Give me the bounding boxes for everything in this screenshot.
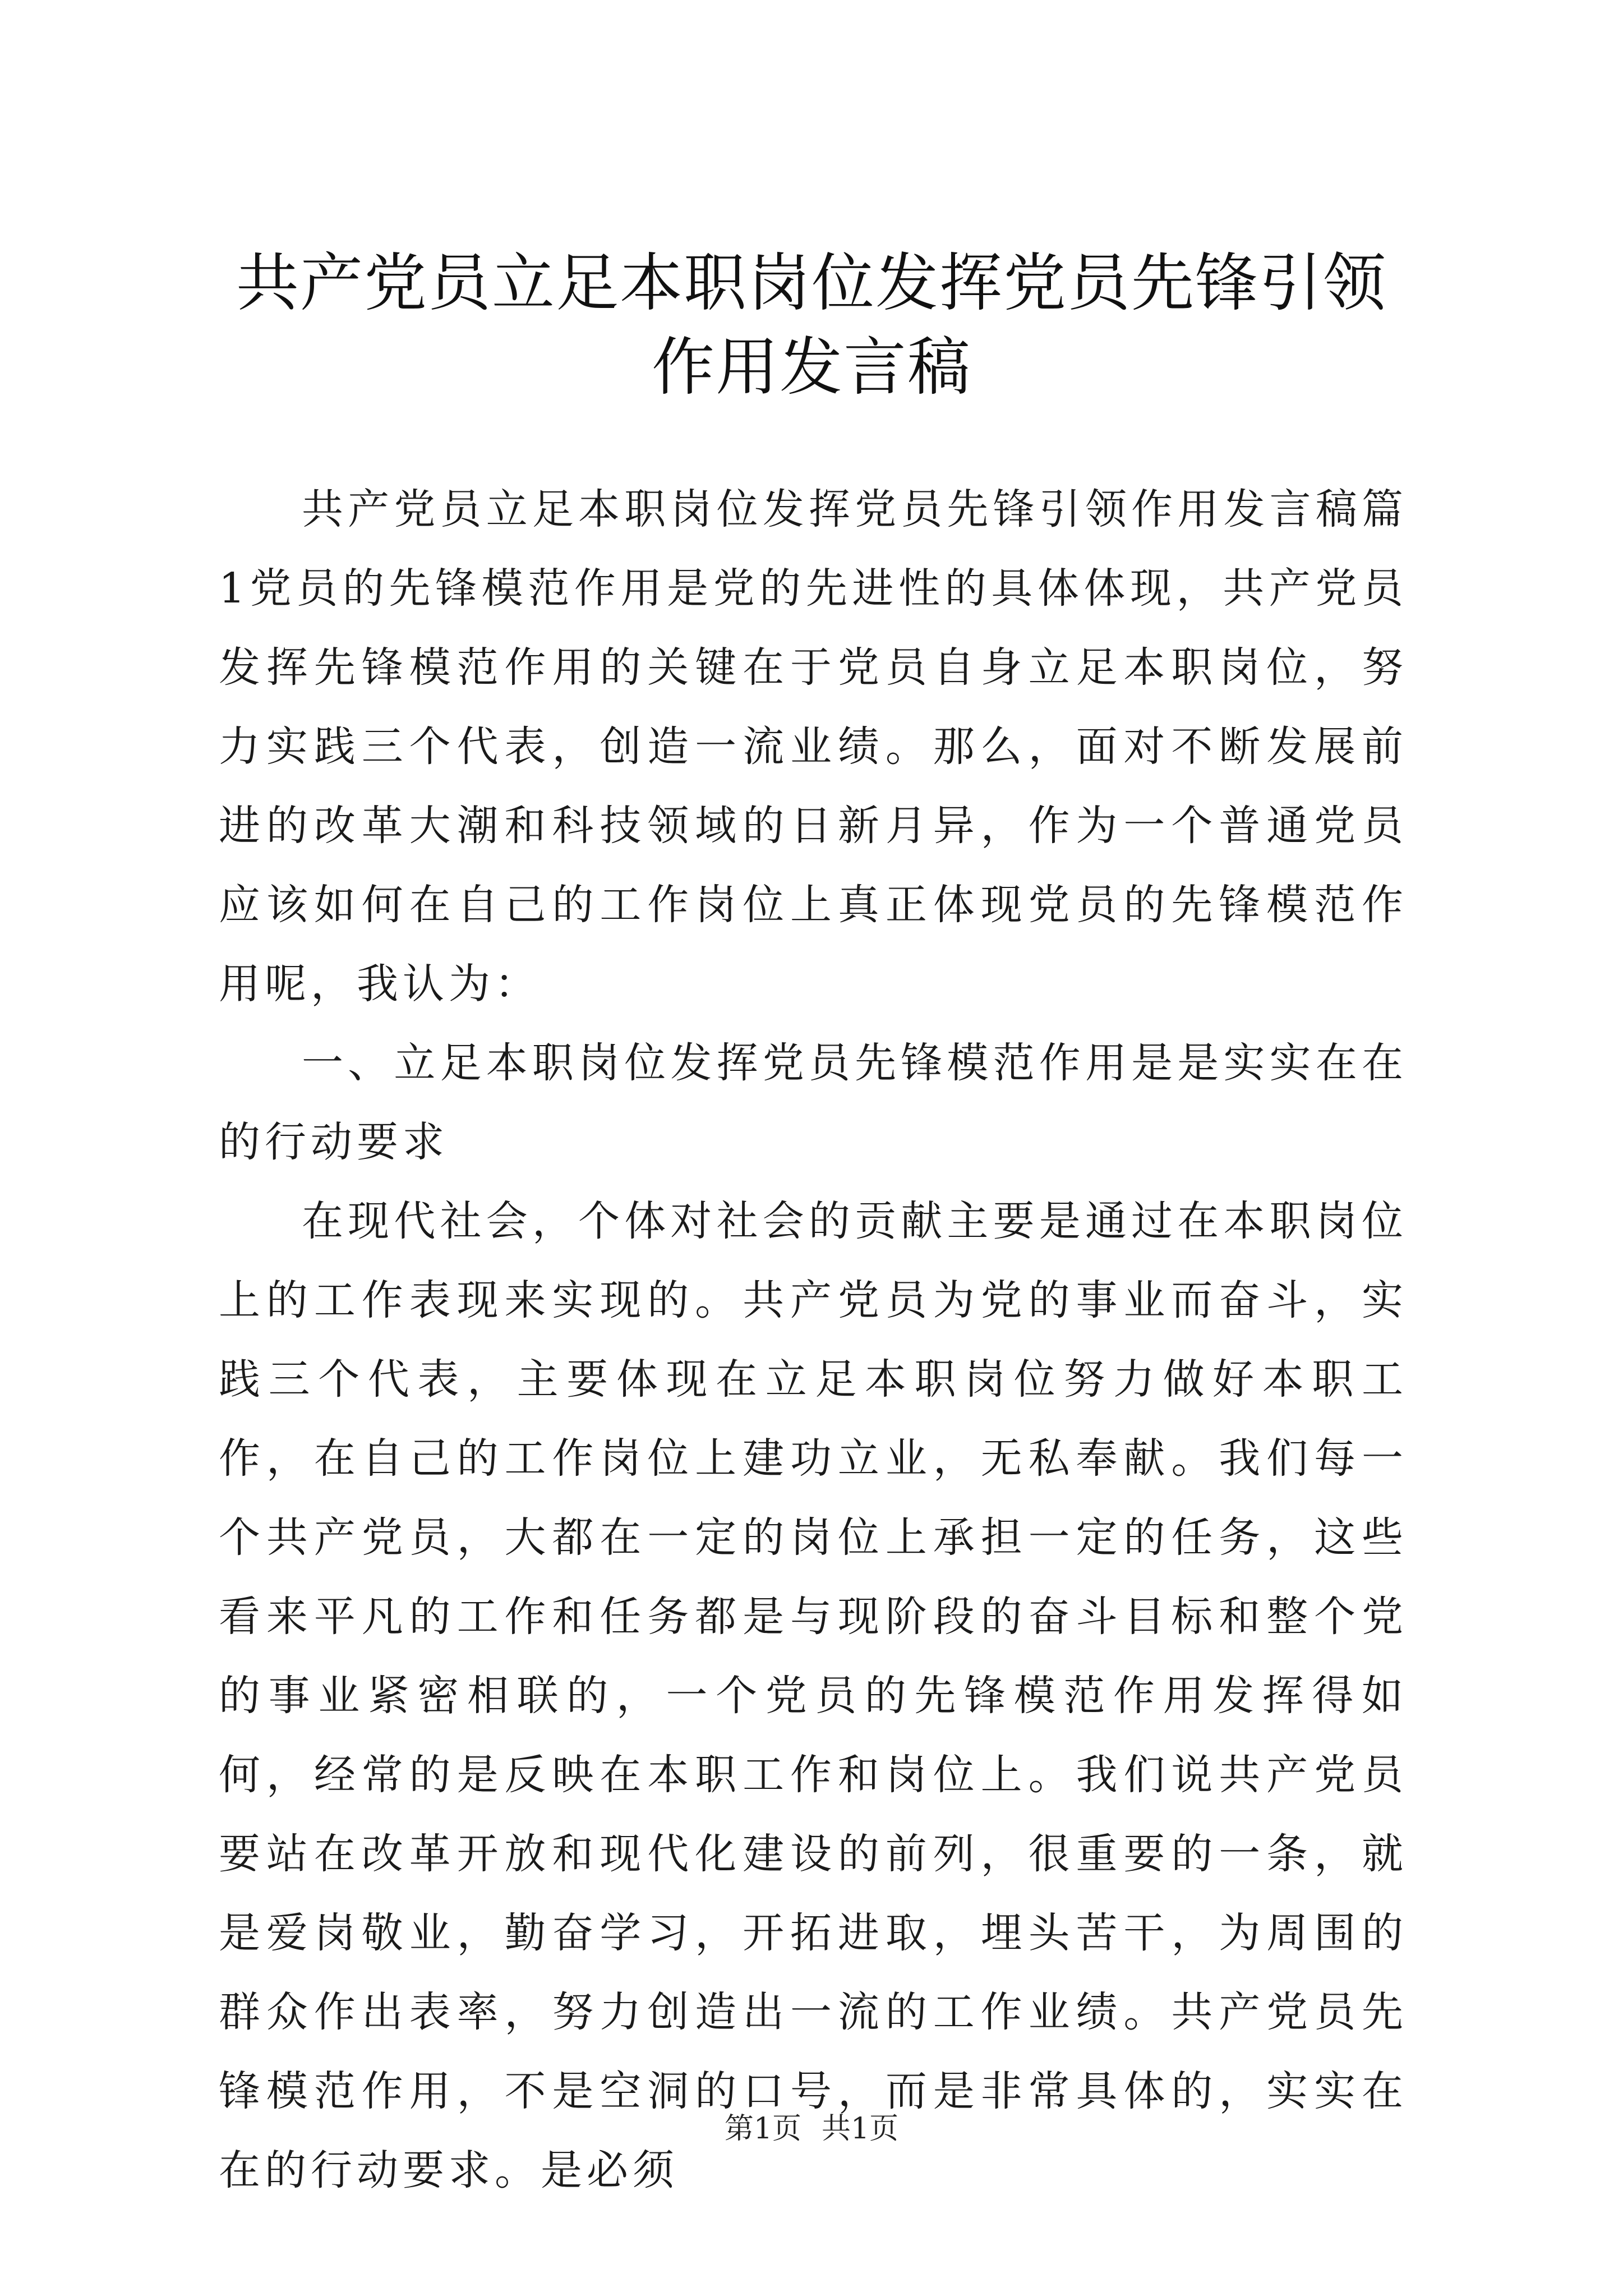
- paragraph-heading-1: 一、立足本职岗位发挥党员先锋模范作用是是实实在在的行动要求: [219, 1039, 1408, 1166]
- paragraph-intro: 共产党员立足本职岗位发挥党员先锋引领作用发言稿篇1党员的先锋模范作用是党的先进性的具体体现，共产党员发挥先锋模范作用的关键在于党员自身立足本职岗位，努力实践三个代表，创造一流业绩。那么，面对不断发展前进的改革大潮和科技领域的日新月异，作为一个普通党员应该如何在自己的工作岗位上真正体现党员的先锋模范作用呢，我认为：: [219, 485, 1408, 1008]
- page-footer: [0, 2109, 1623, 2148]
- page-number-current: 第1页: [724, 2112, 801, 2146]
- page-number-total: 共1页: [822, 2112, 899, 2146]
- paragraph-body-1: 在现代社会，个体对社会的贡献主要是通过在本职岗位上的工作表现来实现的。共产党员为党的事业而奋斗，实践三个代表，主要体现在立足本职岗位努力做好本职工作，在自己的工作岗位上建功立业，无私奉献。我们每一个共产党员，大都在一定的岗位上承担一定的任务，这些看来平凡的工作和任务都是与现阶段的奋斗目标和整个党的事业紧密相联的，一个党员的先锋模范作用发挥得如何，经常的是反映在本职工作和岗位上。我们说共产党员要站在改革开放和现代化建设的前列，很重要的一条，就是爱岗敬业，勤奋学习，开拓进取，埋头苦干，为周围的群众作出表率，努力创造出一流的工作业绩。共产党员先锋模范作用，不是空洞的口号，而是非常具体的，实实在在的行动要求。是必须: [219, 1197, 1408, 2194]
- document-title: 共产党员立足本职岗位发挥党员先锋引领作用发言稿: [236, 247, 1387, 404]
- document-body: [219, 470, 1408, 2210]
